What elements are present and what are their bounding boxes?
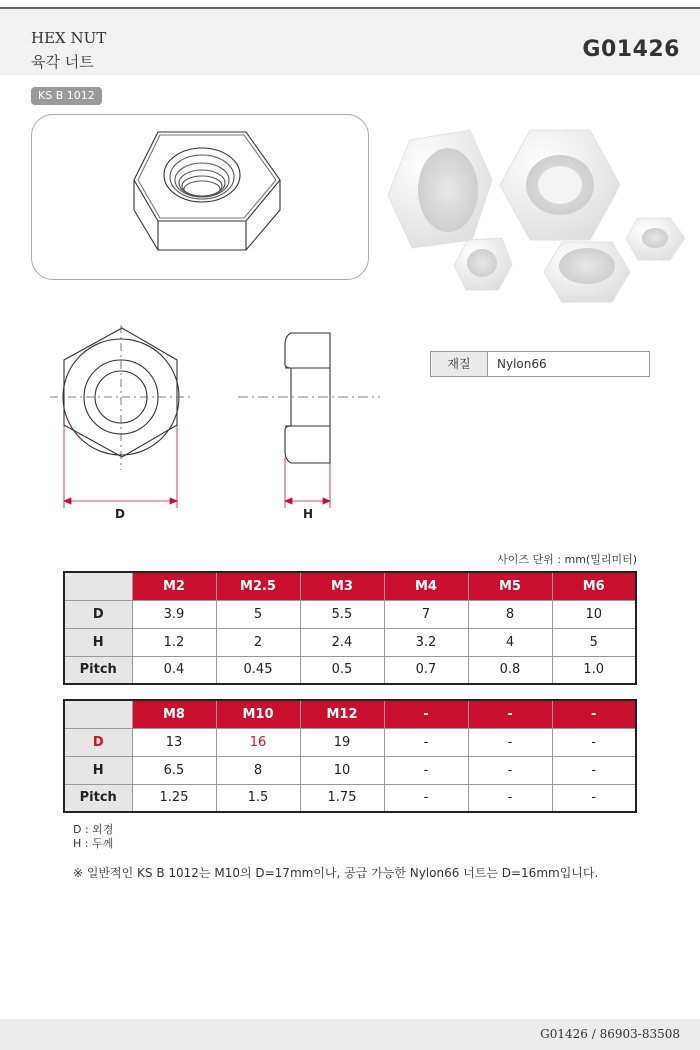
size-header: M2 <box>132 572 216 600</box>
table-cell-highlight: 16 <box>216 728 300 756</box>
dimension-diagram <box>40 320 390 530</box>
title-korean: 육각 너트 <box>31 53 94 71</box>
footer-code: G01426 / 86903-83508 <box>540 1027 680 1041</box>
size-header: M2.5 <box>216 572 300 600</box>
table-cell: - <box>468 784 552 812</box>
table-cell: 5.5 <box>300 600 384 628</box>
size-header: - <box>384 700 468 728</box>
table-cell: 13 <box>132 728 216 756</box>
size-header: - <box>468 700 552 728</box>
spec-table-2 <box>63 699 637 813</box>
table-cell: 5 <box>552 628 636 656</box>
material-table <box>430 351 650 377</box>
standard-badge: KS B 1012 <box>31 87 102 105</box>
unit-note: 사이즈 단위 : mm(밀리미터) <box>497 553 637 566</box>
footnote: ※ 일반적인 KS B 1012는 M10의 D=17mm이나, 공급 가능한 Nylon66 너트는 D=16mm입니다. <box>73 866 599 880</box>
table-cell: - <box>468 756 552 784</box>
table-corner <box>64 572 132 600</box>
table-cell: - <box>552 784 636 812</box>
table-cell: 19 <box>300 728 384 756</box>
table-cell: - <box>384 756 468 784</box>
table-cell: 10 <box>552 600 636 628</box>
size-header: M10 <box>216 700 300 728</box>
row-label: H <box>64 756 132 784</box>
table-cell: 0.5 <box>300 656 384 684</box>
table-row-d <box>64 600 636 628</box>
table-cell: 0.8 <box>468 656 552 684</box>
table-cell: 2.4 <box>300 628 384 656</box>
table-row-h <box>64 756 636 784</box>
table-cell: - <box>552 728 636 756</box>
table-cell: - <box>468 728 552 756</box>
size-header: M12 <box>300 700 384 728</box>
legend <box>73 823 113 851</box>
size-header: M4 <box>384 572 468 600</box>
dim-label-d: D <box>115 507 125 521</box>
table-cell: 8 <box>468 600 552 628</box>
size-header: M3 <box>300 572 384 600</box>
table-cell: 3.2 <box>384 628 468 656</box>
spec-table-1 <box>63 571 637 685</box>
table-cell: - <box>384 728 468 756</box>
table-cell: 3.9 <box>132 600 216 628</box>
row-label: H <box>64 628 132 656</box>
table-row-pitch <box>64 784 636 812</box>
table-cell: 2 <box>216 628 300 656</box>
size-header: - <box>552 700 636 728</box>
table-row-d <box>64 728 636 756</box>
row-label: Pitch <box>64 656 132 684</box>
page-header <box>0 9 700 75</box>
legend-d: D : 외경 <box>73 823 114 836</box>
row-label: D <box>64 728 132 756</box>
table-cell: 1.0 <box>552 656 636 684</box>
row-label: D <box>64 600 132 628</box>
nut-line-drawing-frame <box>31 114 369 280</box>
table-cell: 0.4 <box>132 656 216 684</box>
size-header: M5 <box>468 572 552 600</box>
table-row-pitch <box>64 656 636 684</box>
white-nylon-nuts-image <box>380 100 690 315</box>
table-corner <box>64 700 132 728</box>
title-english: HEX NUT <box>31 29 107 47</box>
table-header-row <box>64 700 636 728</box>
table-cell: 6.5 <box>132 756 216 784</box>
dimension-drawing <box>40 320 390 530</box>
table-cell: 1.25 <box>132 784 216 812</box>
page-footer <box>0 1019 700 1050</box>
table-cell: 10 <box>300 756 384 784</box>
table-cell: 1.2 <box>132 628 216 656</box>
table-cell: - <box>552 756 636 784</box>
table-cell: 1.5 <box>216 784 300 812</box>
table-cell: 0.45 <box>216 656 300 684</box>
table-cell: 1.75 <box>300 784 384 812</box>
size-header: M8 <box>132 700 216 728</box>
product-photo <box>380 100 690 315</box>
table-cell: 4 <box>468 628 552 656</box>
hex-nut-line-drawing <box>32 115 370 281</box>
table-cell: 8 <box>216 756 300 784</box>
material-label: 재질 <box>431 352 488 376</box>
dim-label-h: H <box>302 507 314 521</box>
row-label: Pitch <box>64 784 132 812</box>
table-cell: - <box>384 784 468 812</box>
table-header-row <box>64 572 636 600</box>
table-cell: 0.7 <box>384 656 468 684</box>
legend-h: H : 두께 <box>73 837 114 850</box>
table-row-h <box>64 628 636 656</box>
table-cell: 7 <box>384 600 468 628</box>
product-code: G01426 <box>582 37 680 62</box>
table-cell: 5 <box>216 600 300 628</box>
size-header: M6 <box>552 572 636 600</box>
material-value: Nylon66 <box>497 357 547 371</box>
